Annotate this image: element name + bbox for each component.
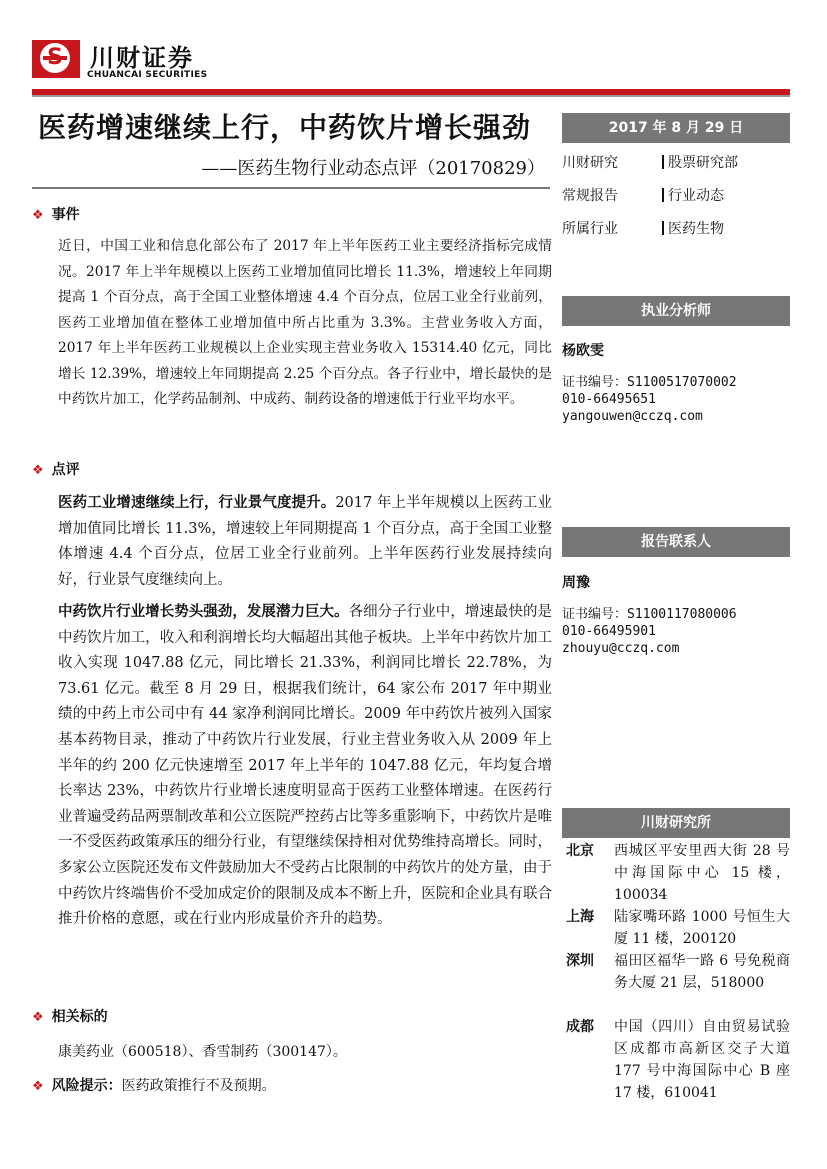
brand-logo (32, 40, 80, 78)
office-address: 福田区福华一路 6 号免税商务大厦 21 层，518000 (614, 953, 790, 991)
contact-heading: 报告联系人 (562, 527, 790, 557)
analyst-name: 杨欧雯 (562, 343, 604, 359)
section-heading-related: ❖ 相关标的 (32, 1009, 108, 1025)
contact-cert: 证书编号：S1100117080006 (562, 607, 737, 622)
comment-paragraph-2 (58, 600, 552, 933)
analyst-heading: 执业分析师 (562, 296, 790, 326)
event-paragraph: 近日，中国工业和信息化部公布了 2017 年上半年医药工业主要经济指标完成情况。2017 年上半年规模以上医药工业增加值同比增长 11.3%，增速较上年同期提高 1 个百分点，高于全国工业整体增速 4.4 个百分点，位居工业全行业前列，医药工业增加值在整体工业增加值中所占比重为 3.3%。主营业务收入方面，2017 年上半年医药工业规模以上企业实现主营业务收入 15314.40 亿元，同比增长 12.39%，增速较上年同期提高 2.25 个百分点。各子行业中，增长最快的是中药饮片加工，化学药品制剂、中成药、制药设备的增速低于行业平均水平。 (58, 238, 552, 407)
risk-text: 医药政策推行不及预期。 (121, 1078, 276, 1094)
brand-name-cn: 川财证券 (90, 44, 194, 72)
comment-paragraph-1 (58, 491, 552, 593)
office-address: 中国（四川）自由贸易试验区成都市高新区交子大道 177 号中海国际中心 B 座 17 楼，610041 (614, 1019, 790, 1101)
comment-p1-lead: 医药工业增速继续上行，行业景气度提升。 (58, 495, 336, 511)
meta-row: 常规报告 行业动态 (562, 188, 724, 204)
page-title: 医药增速继续上行，中药饮片增长强劲 (38, 111, 532, 144)
brand-name-en: CHUANCAI SECURITIES (87, 70, 208, 80)
contact-email[interactable]: zhouyu@cczq.com (562, 641, 680, 656)
report-meta (562, 152, 790, 251)
section-heading-risk: ❖ 风险提示：医药政策推行不及预期。 (32, 1078, 276, 1094)
diamond-bullet-icon: ❖ (32, 1079, 44, 1094)
office-shanghai (562, 906, 790, 950)
title-divider (32, 187, 550, 189)
office-beijing (562, 840, 790, 906)
office-address: 西城区平安里西大街 28 号中海国际中心 15 楼，100034 (614, 843, 790, 903)
related-stocks: 康美药业（600518）、香雪制药（300147）。 (58, 1044, 347, 1060)
analyst-cert: 证书编号：S1100517070002 (562, 375, 737, 390)
comment-p1-text: 2017 年上半年规模以上医药工业增加值同比增长 11.3%，增速较上年同期提高 1 个百分点，高于全国工业整体增速 4.4 个百分点，位居工业全行业前列。上半年医药行业发展持续向好，行业景气度继续向上。 (58, 495, 552, 588)
section-heading-event: ❖ 事件 (32, 207, 80, 223)
institute-heading: 川财研究所 (562, 808, 790, 838)
contact-card (562, 572, 790, 657)
comment-p2-text: 各细分子行业中，增速最快的是中药饮片加工，收入和利润增长均大幅超出其他子板块。上半年中药饮片加工收入实现 1047.88 亿元，同比增长 21.33%，利润同比增长 22.78%，为 73.61 亿元。截至 8 月 29 日，根据我们统计，64 家公布 2017 年中期业绩的中药上市公司中有 44 家净利润同比增长。2009 年中药饮片被列入国家基本药物目录，推动了中药饮片行业发展，行业主营业务收入从 2009 年上半年的约 200 亿元快速增至 2017 年上半年的 1047.88 亿元，年均复合增长率达 23%，中药饮片行业增长速度明显高于医药工业整体增速。在医药行业普遍受药品两票制改革和公立医院严控药占比等多重影响下，中药饮片是唯一不受医药政策承压的细分行业，有望继续保持相对优势维持高增长。同时，多家公立医院还发布文件鼓励加大不受药占比限制的中药饮片的处方量，由于中药饮片终端售价不受加成定价的限制及成本不断上升，医院和企业具有联合推升价格的意愿，或在行业内形成量价齐升的趋势。 (58, 604, 553, 928)
logo-circle-icon (40, 43, 70, 73)
analyst-email[interactable]: yangouwen@cczq.com (562, 409, 703, 424)
office-address: 陆家嘴环路 1000 号恒生大厦 11 楼，200120 (614, 909, 790, 947)
meta-row: 川财研究 股票研究部 (562, 155, 738, 171)
meta-row: 所属行业 医药生物 (562, 221, 724, 237)
office-city: 上海 (566, 909, 594, 925)
contact-phone: 010-66495901 (562, 624, 656, 639)
office-shenzhen (562, 950, 790, 1016)
analyst-phone: 010-66495651 (562, 392, 656, 407)
analyst-card (562, 340, 790, 425)
contact-name: 周豫 (562, 575, 590, 591)
office-city: 北京 (566, 843, 594, 859)
section-heading-comment: ❖ 点评 (32, 462, 80, 478)
diamond-bullet-icon: ❖ (32, 208, 44, 223)
header-rule-gray (32, 95, 790, 97)
office-city: 成都 (566, 1019, 594, 1035)
diamond-bullet-icon: ❖ (32, 1010, 44, 1025)
comment-p2-lead: 中药饮片行业增长势头强劲，发展潜力巨大。 (58, 604, 349, 620)
diamond-bullet-icon: ❖ (32, 463, 44, 478)
office-city: 深圳 (566, 953, 594, 969)
report-date: 2017 年 8 月 29 日 (562, 113, 790, 143)
page-subtitle: ——医药生物行业动态点评（20170829） (201, 158, 545, 179)
office-chengdu (562, 1016, 790, 1106)
